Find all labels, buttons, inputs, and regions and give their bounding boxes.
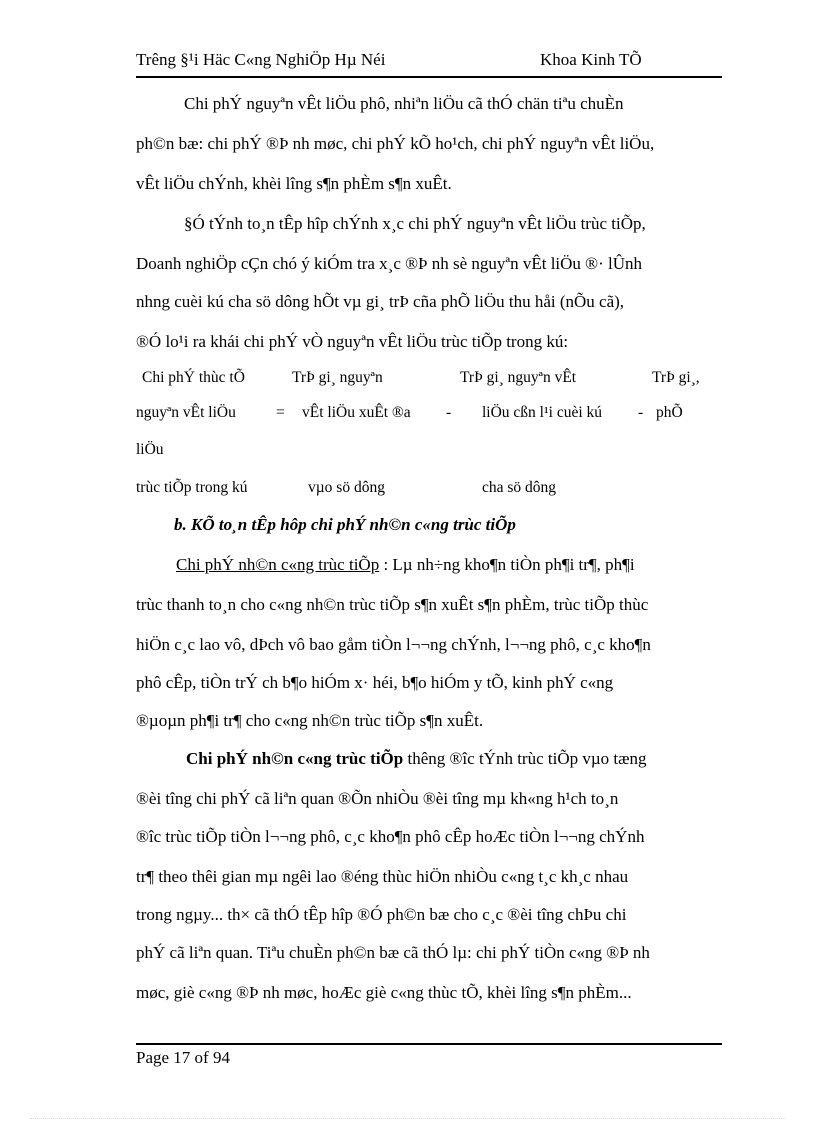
page-number: Page 17 of 94	[136, 1048, 230, 1067]
formula-scrap-word: phÕ	[656, 404, 683, 421]
section-b-heading: b. KÕ to¸n tÊp hôp chi phÝ nh©n c«ng trùc tiÕp	[174, 515, 516, 534]
para2-line3: nhng cuèi kú cha sö dông hÕt vµ gi¸ trÞ cña phÕ liÖu thu håi (nÕu cã),	[136, 292, 625, 311]
formula-equals-sign: =	[276, 404, 285, 421]
header-faculty: Khoa Kinh TÕ	[540, 50, 642, 69]
page-header	[136, 48, 722, 78]
para1-line2: ph©n bæ: chi phÝ ®Þ nh møc, chi phÝ kÕ ho¹ch, chi phÝ nguyªn vÊt liÖu,	[136, 134, 655, 153]
para3-line1-rest: : Lµ nh÷ng kho¶n tiÒn ph¶i tr¶, ph¶i	[379, 555, 635, 574]
para2-line4: ®Ó lo¹i ra khái chi phÝ vÒ nguyªn vÊt liÖu trùc tiÕp trong kú:	[136, 332, 569, 351]
para4-line1-rest: thêng ®îc tÝnh trùc tiÕp vµo tæng	[403, 749, 647, 768]
footer-divider	[136, 1043, 722, 1045]
para1-line1: Chi phÝ nguyªn vÊt liÖu phô, nhiªn liÖu cã thÓ chän tiªu chuÈn	[184, 94, 624, 113]
formula-end-period-label: liÖu cßn l¹i cuèi kú	[482, 404, 603, 421]
formula-in-use: vµo sö dông	[308, 479, 385, 496]
formula-cost-label: Chi phÝ thùc tÕ	[142, 369, 245, 386]
formula-scrap-label: TrÞ gi¸,	[652, 369, 700, 386]
para4-line3: ®îc trùc tiÕp tiÒn l¬¬ng phô, c¸c kho¶n phô cÊp hoÆc tiÒn l¬¬ng chÝnh	[136, 827, 645, 846]
para4-line2: ®èi tîng chi phÝ cã liªn quan ®Õn nhiÒu ®èi tîng mµ kh«ng h¹ch to¸n	[136, 789, 619, 808]
para2-line1: §Ó tÝnh to¸n tÊp hîp chÝnh x¸c chi phÝ nguyªn vÊt liÖu trùc tiÕp,	[184, 214, 646, 233]
para4-line7: møc, giè c«ng ®Þ nh møc, hoÆc giè c«ng thùc tÕ, khèi lîng s¶n phÈm...	[136, 983, 632, 1002]
formula-issued-label: vÊt liÖu xuÊt ®a	[302, 404, 411, 421]
formula-remaining-label: TrÞ gi¸ nguyªn vÊt	[460, 369, 577, 386]
formula-materials-label: nguyªn vÊt liÖu	[136, 404, 236, 421]
para3-term: Chi phÝ nh©n c«ng trùc tiÕp	[176, 555, 380, 574]
para3-line5: ®µoµn ph¶i tr¶ cho c«ng nh©n trùc tiÕp s¶n xuÊt.	[136, 711, 484, 730]
formula-direct-period: trùc tiÕp trong kú	[136, 479, 248, 496]
para2-line2: Doanh nghiÖp cÇn chó ý kiÓm tra x¸c ®Þ nh sè nguyªn vÊt liÖu ®· lÛnh	[136, 254, 642, 273]
formula-minus-sign-2: -	[638, 404, 644, 421]
para3-line2: trùc thanh to¸n cho c«ng nh©n trùc tiÕp s¶n xuÊt s¶n phÈm, trùc tiÕp thùc	[136, 595, 649, 614]
formula-materials-tail: liÖu	[136, 441, 164, 458]
para3-line3: hiÖn c¸c lao vô, dÞch vô bao gåm tiÒn l¬¬ng chÝnh, l¬¬ng phô, c¸c kho¶n	[136, 635, 651, 654]
formula-value-label: TrÞ gi¸ nguyªn	[292, 369, 383, 386]
para4-lead: Chi phÝ nh©n c«ng trùc tiÕp	[186, 749, 404, 768]
header-university: Trêng §¹i Häc C«ng NghiÖp Hµ Néi	[136, 50, 386, 69]
para4-line1	[186, 749, 646, 769]
para1-line3: vÊt liÖu chÝnh, khèi lîng s¶n phÈm s¶n xuÊt.	[136, 174, 452, 193]
para3-line4: phô cÊp, tiÒn trÝ ch b¶o hiÓm x· héi, b¶o hiÓm y tÕ, kinh phÝ c«ng	[136, 673, 614, 692]
formula-not-used: cha sö dông	[482, 479, 557, 496]
para4-line6: phÝ cã liªn quan. Tiªu chuÈn ph©n bæ cã thÓ lµ: chi phÝ tiÒn c«ng ®Þ nh	[136, 943, 650, 962]
para4-line4: tr¶ theo thêi gian mµ ngêi lao ®éng thùc hiÖn nhiÒu c«ng t¸c kh¸c nhau	[136, 867, 629, 886]
para4-line5: trong ngµy... th× cã thÓ tÊp hîp ®Ó ph©n bæ cho c¸c ®èi tîng chÞu chi	[136, 905, 627, 924]
formula-minus-sign-1: -	[446, 404, 452, 421]
page-bottom-edge	[30, 1118, 786, 1119]
para3-line1	[176, 555, 635, 575]
